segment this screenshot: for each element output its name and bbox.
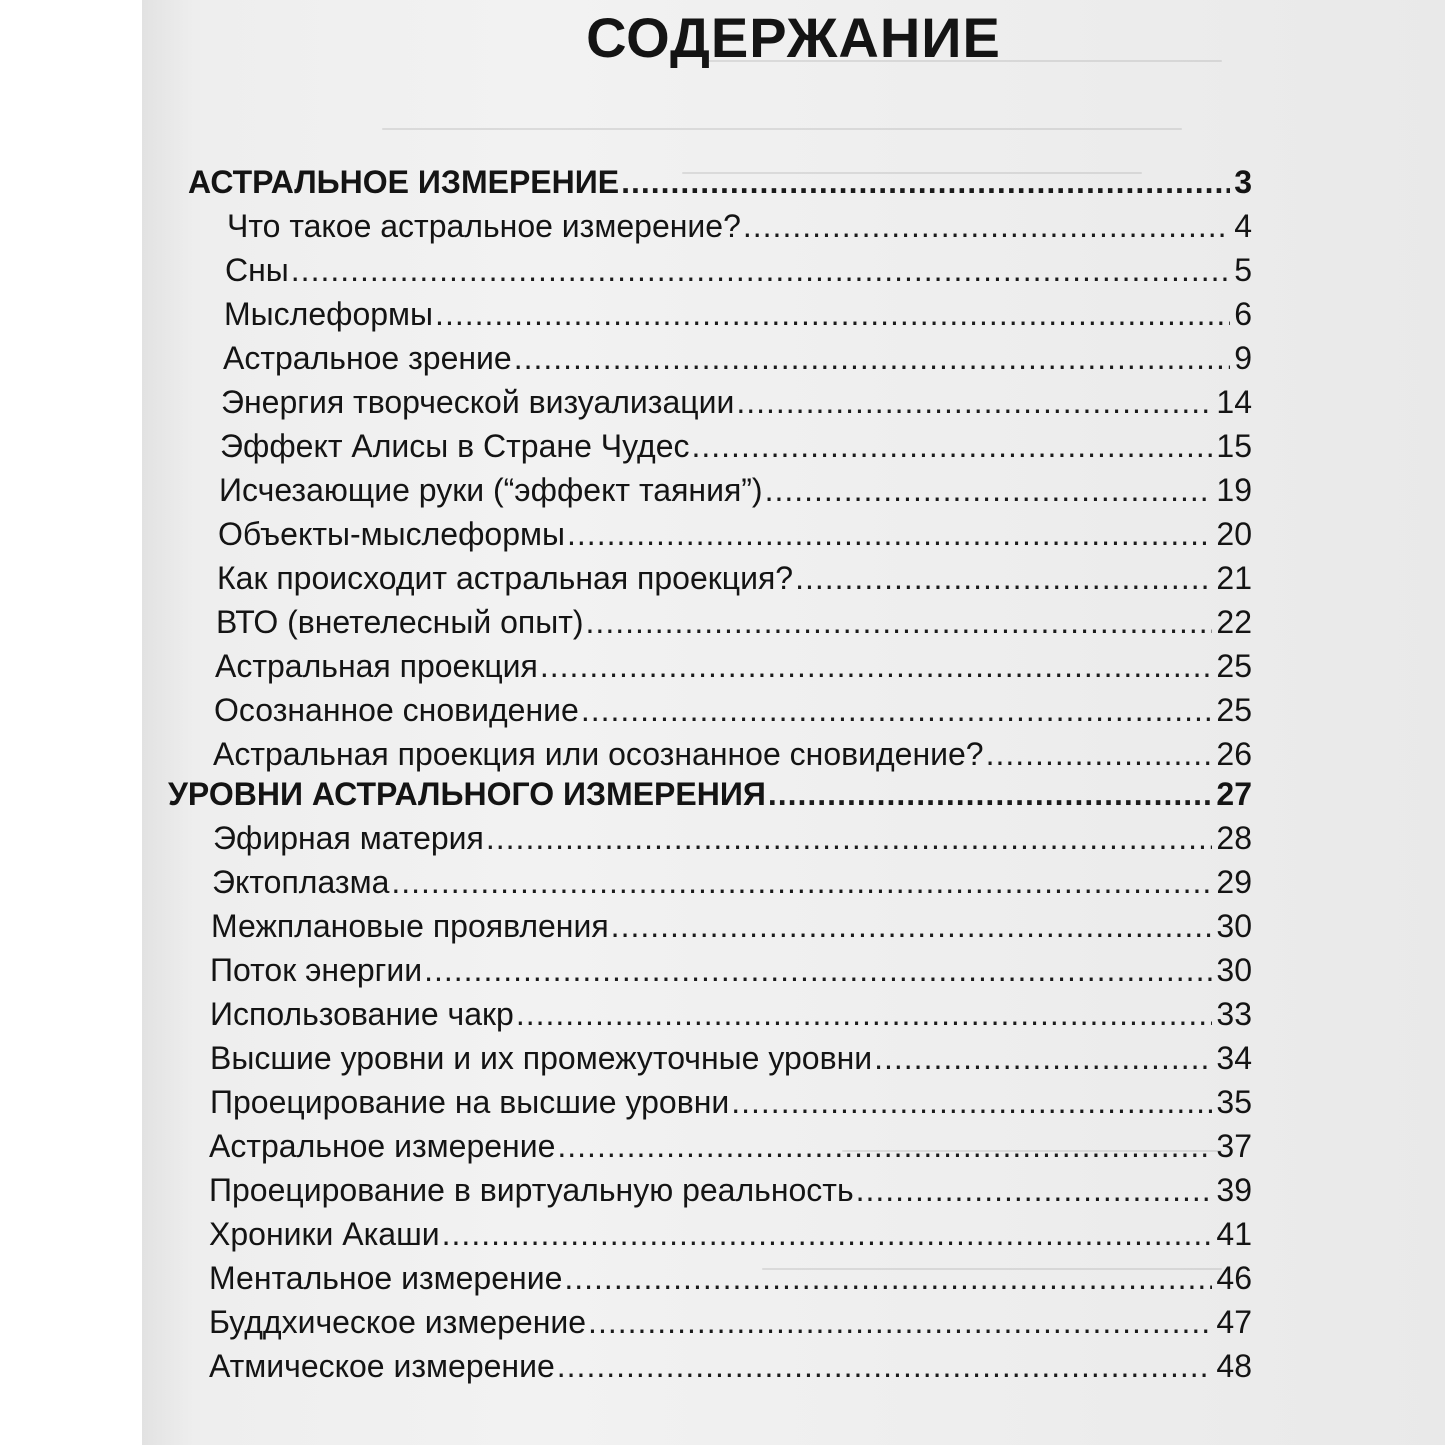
toc-entry: [209, 1128, 1252, 1168]
dot-leader: [486, 820, 1213, 857]
toc-entry: [223, 340, 1252, 380]
toc-entry-page-number: 28: [1216, 820, 1252, 856]
toc-entry-page-number: 22: [1216, 604, 1252, 640]
bleed-through-line: [382, 128, 1182, 130]
toc-entry-title: Астральное зрение: [223, 340, 512, 376]
toc-entry: [214, 692, 1252, 732]
toc-entry-page-number: 34: [1216, 1040, 1252, 1076]
toc-entry-page-number: 47: [1216, 1304, 1252, 1340]
toc-entry-title: Мыслеформы: [224, 296, 434, 332]
toc-entry: [211, 908, 1252, 948]
toc-entry: [220, 428, 1252, 468]
toc-entry-title: Энергия творческой визуализации: [221, 384, 735, 420]
toc-entry-title: Сны: [225, 252, 289, 288]
dot-leader: [588, 1304, 1212, 1341]
dot-leader: [986, 736, 1213, 773]
dot-leader: [567, 516, 1212, 553]
toc-entry-title: Проецирование на высшие уровни: [210, 1084, 730, 1120]
dot-leader: [768, 776, 1213, 813]
toc-entry-title: Эфирная материя: [213, 820, 484, 856]
dot-leader: [586, 604, 1213, 641]
toc-entry-title: Как происходит астральная проекция?: [217, 560, 794, 596]
toc-entry-page-number: 48: [1216, 1348, 1252, 1384]
toc-entry-page-number: 27: [1216, 776, 1252, 812]
toc-entry-title: Буддхическое измерение: [209, 1304, 587, 1340]
toc-entry-page-number: 30: [1216, 952, 1252, 988]
toc-entry-page-number: 4: [1234, 208, 1252, 244]
toc-entry-title: Объекты-мыслеформы: [218, 516, 566, 552]
toc-entry-title: Атмическое измерение: [209, 1348, 555, 1384]
toc-entry-page-number: 5: [1234, 252, 1252, 288]
toc-entry-page-number: 33: [1216, 996, 1252, 1032]
toc-entry-title: Исчезающие руки (“эффект таяния”): [219, 472, 763, 508]
toc-entry-title: УРОВНИ АСТРАЛЬНОГО ИЗМЕРЕНИЯ: [168, 776, 766, 812]
dot-leader: [435, 296, 1230, 333]
toc-entry-title: Осознанное сновидение: [214, 692, 579, 728]
toc-entry-page-number: 19: [1216, 472, 1252, 508]
toc-entry-page-number: 29: [1216, 864, 1252, 900]
toc-entry-page-number: 46: [1216, 1260, 1252, 1296]
dot-leader: [442, 1216, 1213, 1253]
toc-entry-title: Эффект Алисы в Стране Чудес: [220, 428, 690, 464]
toc-entry: [225, 252, 1252, 292]
toc-entry: [209, 1304, 1252, 1344]
toc-entry: [209, 1348, 1252, 1388]
page-title: СОДЕРЖАНИЕ: [586, 6, 1001, 69]
dot-leader: [557, 1348, 1213, 1385]
toc-entry: [210, 996, 1252, 1036]
toc-entry-page-number: 9: [1234, 340, 1252, 376]
toc-entry-title: Проецирование в виртуальную реальность: [209, 1172, 854, 1208]
toc-entry-title: Что такое астральное измерение?: [227, 208, 741, 244]
toc-entry: [224, 296, 1252, 336]
toc-entry-page-number: 21: [1216, 560, 1252, 596]
dot-leader: [516, 996, 1213, 1033]
toc-entry: [209, 1260, 1252, 1300]
dot-leader: [856, 1172, 1213, 1209]
dot-leader: [514, 340, 1231, 377]
dot-leader: [874, 1040, 1212, 1077]
toc-entry-page-number: 35: [1216, 1084, 1252, 1120]
dot-leader: [743, 208, 1230, 245]
toc-entry: [227, 208, 1252, 248]
dot-leader: [557, 1128, 1212, 1165]
toc-entry-title: Межплановые проявления: [211, 908, 609, 944]
toc-entry: [210, 1084, 1252, 1124]
dot-leader: [691, 428, 1212, 465]
toc-section-entry: [188, 164, 1252, 204]
toc-entry: [212, 864, 1252, 904]
toc-entry-page-number: 6: [1234, 296, 1252, 332]
toc-entry-title: АСТРАЛЬНОЕ ИЗМЕРЕНИЕ: [188, 164, 620, 200]
toc-entry-page-number: 3: [1234, 164, 1252, 200]
toc-section-entry: [168, 776, 1252, 816]
dot-leader: [731, 1084, 1212, 1121]
toc-entry-page-number: 37: [1216, 1128, 1252, 1164]
toc-entry: [221, 384, 1252, 424]
toc-entry-title: Хроники Акаши: [209, 1216, 440, 1252]
toc-entry: [216, 604, 1252, 644]
dot-leader: [621, 164, 1230, 201]
toc-entry-page-number: 30: [1216, 908, 1252, 944]
toc-entry-page-number: 14: [1216, 384, 1252, 420]
toc-entry: [215, 648, 1252, 688]
toc-entry-title: Эктоплазма: [212, 864, 390, 900]
toc-entry-page-number: 25: [1216, 692, 1252, 728]
toc-entry-page-number: 20: [1216, 516, 1252, 552]
toc-entry-title: Использование чакр: [210, 996, 514, 1032]
dot-leader: [564, 1260, 1212, 1297]
dot-leader: [291, 252, 1230, 289]
toc-entry: [213, 820, 1252, 860]
toc-entry-page-number: 39: [1216, 1172, 1252, 1208]
toc-entry: [209, 1172, 1252, 1212]
toc-entry-title: Астральное измерение: [209, 1128, 556, 1164]
toc-entry-title: Высшие уровни и их промежуточные уровни: [210, 1040, 873, 1076]
dot-leader: [540, 648, 1213, 685]
toc-entry: [218, 516, 1252, 556]
toc-entry-title: Астральная проекция: [215, 648, 538, 684]
toc-entry: [219, 472, 1252, 512]
dot-leader: [391, 864, 1212, 901]
dot-leader: [795, 560, 1212, 597]
toc-entry-title: ВТО (внетелесный опыт): [216, 604, 584, 640]
toc-entry: [217, 560, 1252, 600]
dot-leader: [424, 952, 1212, 989]
toc-entry-title: Астральная проекция или осознанное сновидение?: [213, 736, 984, 772]
toc-entry-page-number: 26: [1216, 736, 1252, 772]
dot-leader: [581, 692, 1213, 729]
toc-entry: [210, 952, 1252, 992]
toc-entry: [210, 1040, 1252, 1080]
dot-leader: [611, 908, 1213, 945]
toc-entry-title: Поток энергии: [210, 952, 423, 988]
dot-leader: [765, 472, 1213, 509]
toc-entry-title: Ментальное измерение: [209, 1260, 563, 1296]
toc-entry-page-number: 15: [1216, 428, 1252, 464]
dot-leader: [736, 384, 1212, 421]
toc-entry-page-number: 25: [1216, 648, 1252, 684]
toc-entry-page-number: 41: [1216, 1216, 1252, 1252]
toc-entry: [213, 736, 1252, 776]
toc-entry: [209, 1216, 1252, 1256]
